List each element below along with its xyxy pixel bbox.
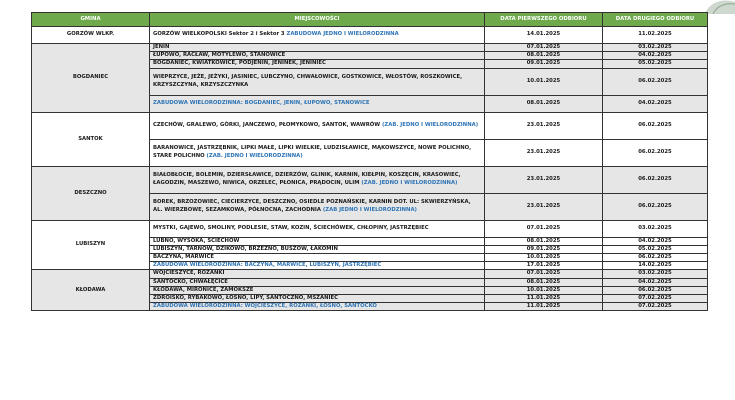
table-body: [32, 27, 708, 311]
second-pickup-date: 05.02.2025: [603, 60, 708, 68]
localities-text: ZDROISKO, RYBAKOWO, ŁOŚNO, LIPY, SANTOCZNO, MSZANIEC: [153, 295, 338, 302]
second-pickup-date: 04.02.2025: [603, 52, 708, 60]
second-pickup-date: 03.02.2025: [603, 44, 708, 52]
localities-cell: [150, 295, 485, 303]
first-pickup-date: 23.01.2025: [485, 139, 603, 166]
first-pickup-date: 11.01.2025: [485, 303, 603, 311]
localities-cell: [150, 270, 485, 278]
first-pickup-date: 10.01.2025: [485, 286, 603, 294]
localities-cell: [150, 139, 485, 166]
localities-cell: [150, 262, 485, 270]
second-pickup-date: 05.02.2025: [603, 245, 708, 253]
building-type-note: (ZAB. JEDNO I WIELORODZINNA): [206, 152, 303, 159]
second-pickup-date: 03.02.2025: [603, 220, 708, 237]
localities-text: ŁUPOWO, RACŁAW, MOTYLEWO, STANOWICE: [153, 52, 286, 59]
localities-cell: [150, 52, 485, 60]
second-pickup-date: 06.02.2025: [603, 166, 708, 193]
first-pickup-date: 10.01.2025: [485, 254, 603, 262]
first-pickup-date: 23.01.2025: [485, 166, 603, 193]
gmina-cell: GORZÓW WLKP.: [32, 27, 150, 44]
localities-cell: [150, 278, 485, 286]
second-pickup-date: 11.02.2025: [603, 27, 708, 44]
table-row: [32, 112, 708, 139]
localities-cell: [150, 245, 485, 253]
table-row: [32, 166, 708, 193]
localities-cell: [150, 68, 485, 95]
first-pickup-date: 07.01.2025: [485, 220, 603, 237]
header-second-pickup-date: DATA DRUGIEGO ODBIORU: [603, 13, 708, 27]
second-pickup-date: 07.02.2025: [603, 295, 708, 303]
second-pickup-date: 06.02.2025: [603, 254, 708, 262]
localities-text: LUBNO, WYSOKA, ŚCIECHÓW: [153, 237, 240, 244]
localities-cell: [150, 95, 485, 112]
localities-cell: [150, 303, 485, 311]
first-pickup-date: 17.01.2025: [485, 262, 603, 270]
localities-text: BARANOWICE, JASTRZĘBNIK, LIPKI MAŁE, LIPKI WIELKIE, LUDZISŁAWICE, MĄKOWSZYCE, NOWE POLICHNO, STARE POLICHNO: [153, 145, 472, 159]
first-pickup-date: 09.01.2025: [485, 245, 603, 253]
second-pickup-date: 07.02.2025: [603, 303, 708, 311]
building-type-note: ZABUDOWA JEDNO I WIELORODZINNA: [286, 31, 399, 38]
first-pickup-date: 08.01.2025: [485, 95, 603, 112]
localities-text: WOJCIESZYCE, RÓŻANKI: [153, 270, 225, 277]
localities-cell: [150, 254, 485, 262]
second-pickup-date: 06.02.2025: [603, 68, 708, 95]
first-pickup-date: 08.01.2025: [485, 52, 603, 60]
second-pickup-date: 06.02.2025: [603, 139, 708, 166]
first-pickup-date: 07.01.2025: [485, 44, 603, 52]
building-type-note: (ZAB. JEDNO I WIELORODZINNA): [361, 179, 458, 186]
localities-text: BOGDANIEC, KWIATKOWICE, PODJENIN, JENINEK, JENINIEC: [153, 60, 326, 67]
building-type-note: ZABUDOWA WIELORODZINNA: WOJCIESZYCE, RÓŻANKI, ŁOŚNO, SANTOCKO: [153, 303, 377, 310]
localities-cell: [150, 166, 485, 193]
header-miejscowosci: MIEJSCOWOŚCI: [150, 13, 485, 27]
localities-cell: [150, 286, 485, 294]
localities-text: BOREK, BRZOZOWIEC, CIECIERZYCE, DESZCZNO, OSIEDLE POZNAŃSKIE, KARNIN DOT. UL: SKWIERZYŃSKA, AL. WIERZBOWE, SEZAMKOWA, PÓŁNOCNA, ZACHODNIA: [153, 199, 471, 213]
building-type-note: ZABUDOWA WIELORODZINNA: BACZYNA, MARWICE, LUBISZYN, JASTRZĘBIEC: [153, 262, 382, 269]
table-header-row: [32, 13, 708, 27]
first-pickup-date: 08.01.2025: [485, 237, 603, 245]
gmina-cell: BOGDANIEC: [32, 44, 150, 113]
table-row: [32, 270, 708, 278]
building-type-note: ZABUDOWA WIELORODZINNA: BOGDANIEC, JENIN, ŁUPOWO, STANOWICE: [153, 100, 370, 106]
second-pickup-date: 06.02.2025: [603, 193, 708, 220]
gmina-cell: DESZCZNO: [32, 166, 150, 220]
gmina-cell: KŁODAWA: [32, 270, 150, 311]
localities-text: GORZÓW WIELKOPOLSKI Sektor 2 i Sektor 3: [153, 31, 285, 38]
second-pickup-date: 04.02.2025: [603, 95, 708, 112]
localities-cell: [150, 193, 485, 220]
table-row: [32, 27, 708, 44]
building-type-note: (ZAB JEDNO I WIELORODZINNA): [322, 206, 417, 213]
building-type-note: (ZAB. JEDNO I WIELORODZINNA): [382, 122, 479, 128]
table-row: [32, 220, 708, 237]
second-pickup-date: 14.02.2025: [603, 262, 708, 270]
second-pickup-date: 04.02.2025: [603, 237, 708, 245]
localities-text: SANTOCKO, CHWAŁĘCICE: [153, 278, 228, 285]
localities-text: KŁODAWA, MIRONICE, ZAMOKSZE: [153, 286, 254, 293]
collection-schedule-table: [31, 12, 708, 311]
first-pickup-date: 11.01.2025: [485, 295, 603, 303]
table-row: [32, 44, 708, 52]
localities-cell: [150, 237, 485, 245]
localities-cell: [150, 112, 485, 139]
gmina-cell: SANTOK: [32, 112, 150, 166]
first-pickup-date: 09.01.2025: [485, 60, 603, 68]
second-pickup-date: 06.02.2025: [603, 286, 708, 294]
gmina-cell: LUBISZYN: [32, 220, 150, 270]
header-gmina: GMINA: [32, 13, 150, 27]
localities-cell: [150, 60, 485, 68]
header-first-pickup-date: DATA PIERWSZEGO ODBIORU: [485, 13, 603, 27]
localities-cell: [150, 44, 485, 52]
second-pickup-date: 06.02.2025: [603, 112, 708, 139]
first-pickup-date: 23.01.2025: [485, 193, 603, 220]
first-pickup-date: 10.01.2025: [485, 68, 603, 95]
second-pickup-date: 03.02.2025: [603, 270, 708, 278]
localities-cell: [150, 27, 485, 44]
localities-text: BIAŁOBŁOCIE, BOLEMIN, DZIERSŁAWICE, DZIERZÓW, GLINIK, KARNIN, KIEŁPIN, KOSZĘCIN, KRASOWIEC, ŁAGODZIN, MASZEWO, NIWICA, ORZELEC, PŁONICA, PRĄDOCIN, ULIM: [153, 172, 461, 186]
first-pickup-date: 08.01.2025: [485, 278, 603, 286]
localities-cell: [150, 220, 485, 237]
localities-text: JENIN: [153, 44, 170, 50]
second-pickup-date: 04.02.2025: [603, 278, 708, 286]
localities-text: LUBISZYN, TARNÓW, DZIKOWO, BRZEŹNO, BUSZÓW, ŁAKOMIN: [153, 245, 338, 252]
first-pickup-date: 23.01.2025: [485, 112, 603, 139]
localities-text: MYSTKI, GAJEWO, SMOLINY, PODLESIE, STAW, KOZIN, ŚCIECHÓWEK, CHŁOPINY, JASTRZĘBIEC: [153, 225, 429, 231]
first-pickup-date: 07.01.2025: [485, 270, 603, 278]
localities-text: CZECHÓW, GRALEWO, GÓRKI, JANCZEWO, PŁOMYKOWO, SANTOK, WAWRÓW: [153, 122, 381, 128]
localities-text: BACZYNA, MARWICE: [153, 254, 214, 261]
localities-text: WIEPRZYCE, JEŻE, JEŻYKI, JASINIEC, LUBCZYNO, CHWAŁOWICE, GOSTKOWICE, WŁOSTÓW, ROSZKOWICE, KRZYSZCZYNA, KRZYSZCZYNKA: [153, 74, 463, 88]
first-pickup-date: 14.01.2025: [485, 27, 603, 44]
